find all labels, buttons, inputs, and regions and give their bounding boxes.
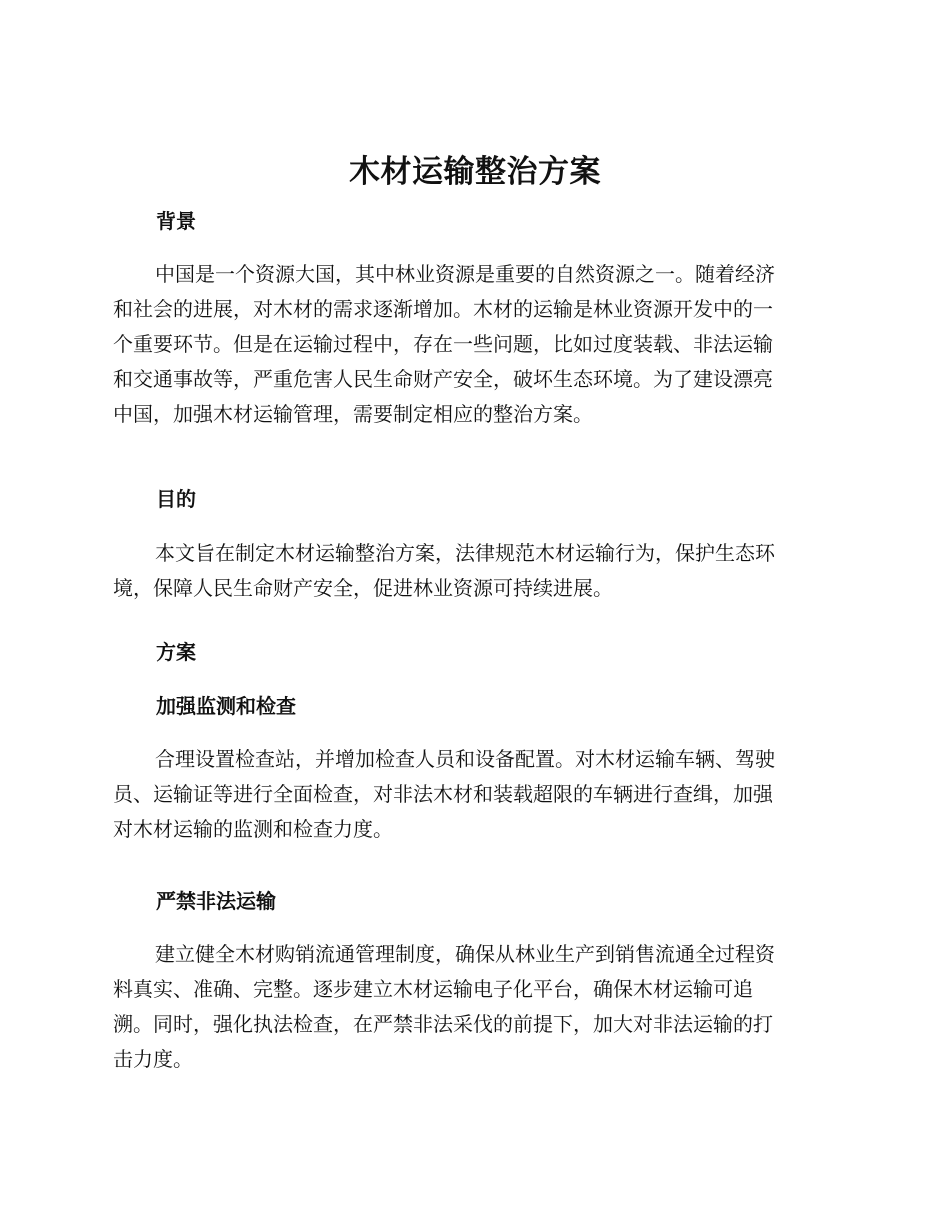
paragraph-line: 击力度。 <box>113 1047 193 1071</box>
paragraph-line: 本文旨在制定木材运输整治方案，法律规范木材运输行为，保护生态环 <box>155 541 775 565</box>
paragraph-monitoring <box>113 742 833 847</box>
paragraph-line: 中国是一个资源大国，其中林业资源是重要的自然资源之一。随着经济 <box>155 262 775 286</box>
document-title: 木材运输整治方案 <box>349 154 601 190</box>
paragraph-line: 和交通事故等，严重危害人民生命财产安全，破坏生态环境。为了建设漂亮 <box>113 367 773 391</box>
paragraph-line: 建立健全木材购销流通管理制度，确保从林业生产到销售流通全过程资 <box>155 942 775 966</box>
section-heading-background: 背景 <box>156 209 196 233</box>
section-heading-purpose: 目的 <box>156 487 196 511</box>
paragraph-line: 员、运输证等进行全面检查，对非法木材和装载超限的车辆进行查缉，加强 <box>113 782 773 806</box>
paragraph-line: 对木材运输的监测和检查力度。 <box>113 817 393 841</box>
section-heading-plan: 方案 <box>156 640 196 664</box>
paragraph-line: 境，保障人民生命财产安全，促进林业资源可持续进展。 <box>113 576 613 600</box>
paragraph-background <box>113 257 833 432</box>
paragraph-purpose <box>113 536 833 606</box>
paragraph-line: 和社会的进展，对木材的需求逐渐增加。木材的运输是林业资源开发中的一 <box>113 297 773 321</box>
paragraph-illegal-transport <box>113 937 833 1077</box>
paragraph-line: 中国，加强木材运输管理，需要制定相应的整治方案。 <box>113 402 593 426</box>
section-heading-illegal-transport: 严禁非法运输 <box>156 889 276 913</box>
paragraph-line: 料真实、准确、完整。逐步建立木材运输电子化平台，确保木材运输可追 <box>113 977 753 1001</box>
section-heading-monitoring: 加强监测和检查 <box>156 694 296 718</box>
paragraph-line: 合理设置检查站，并增加检查人员和设备配置。对木材运输车辆、驾驶 <box>155 747 775 771</box>
paragraph-line: 溯。同时，强化执法检查，在严禁非法采伐的前提下，加大对非法运输的打 <box>113 1012 773 1036</box>
paragraph-line: 个重要环节。但是在运输过程中，存在一些问题，比如过度装载、非法运输 <box>113 332 773 356</box>
